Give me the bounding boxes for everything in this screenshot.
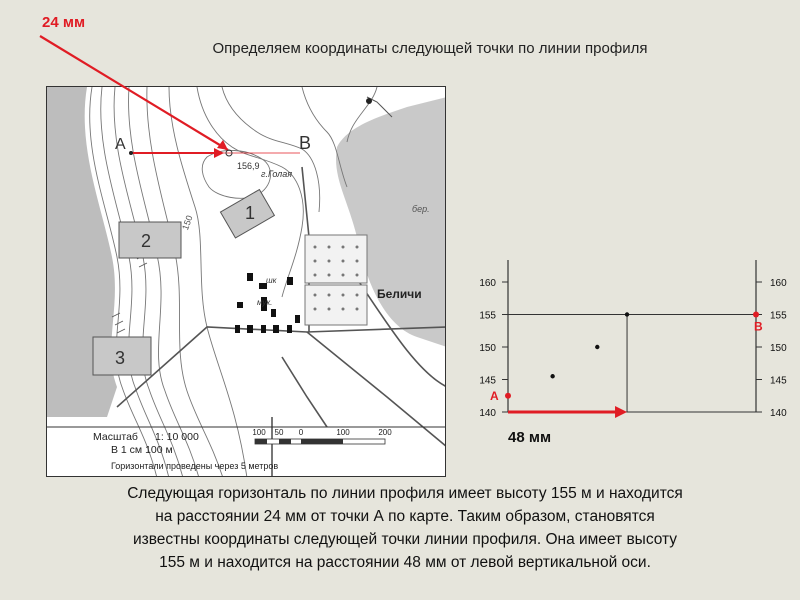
- scale-ratio: 1: 10 000: [155, 431, 199, 443]
- profile-point-label-0: А: [490, 388, 499, 403]
- school-label: шк: [266, 276, 277, 285]
- left-tick-label-4: 140: [479, 408, 496, 419]
- explanation-line-1: Следующая горизонталь по линии профиля имеет высоту 155 м и находится: [127, 485, 683, 502]
- map-point-b-label: В: [299, 133, 312, 153]
- slide-title: Определяем координаты следующей точки по линии профиля: [212, 40, 648, 57]
- profile-point-label-4: В: [754, 319, 763, 334]
- mill-label: мук.: [257, 298, 273, 307]
- birch-label: бер.: [412, 204, 430, 214]
- village-label: Беличи: [377, 287, 422, 301]
- area-3-label: 3: [115, 348, 126, 368]
- right-tick-label-4: 140: [770, 408, 787, 419]
- right-tick-label-3: 145: [770, 375, 787, 387]
- scale-tick-3: 100: [336, 428, 350, 437]
- pointer-arrow-24mm: [40, 36, 228, 150]
- scale-title: Масштаб: [93, 431, 138, 443]
- elevation-label: 156,9: [237, 161, 260, 171]
- hill-name-label: г.Голая: [261, 169, 293, 179]
- left-tick-label-1: 155: [479, 310, 496, 322]
- scale-tick-4: 200: [378, 428, 392, 437]
- area-1-label: 1: [245, 203, 256, 223]
- explanation-line-4: 155 м и находится на расстоянии 48 мм от левой вертикальной оси.: [159, 554, 651, 571]
- left-tick-label-3: 145: [479, 375, 496, 387]
- contour-interval: Горизонтали проведены через 5 метров: [111, 461, 279, 471]
- scale-tick-2: 0: [298, 428, 304, 437]
- explanation-line-2: на расстоянии 24 мм от точки А по карте. Таким образом, становятся: [155, 508, 655, 525]
- arrow-label-48mm: 48 мм: [508, 429, 552, 446]
- right-tick-label-2: 150: [770, 343, 787, 354]
- right-tick-label-1: 155: [770, 310, 787, 322]
- scale-tick-1: 50: [274, 428, 284, 437]
- contour-label: 150: [180, 213, 195, 232]
- scale-tick-0: 100: [252, 428, 266, 437]
- distance-label-24mm: 24 мм: [42, 14, 86, 31]
- right-tick-label-0: 160: [770, 278, 787, 289]
- left-tick-label-2: 150: [479, 343, 496, 354]
- explanation-text: [30, 482, 780, 574]
- scale-per-cm: В 1 см 100 м: [111, 444, 173, 456]
- map-point-a-label: А: [115, 136, 126, 153]
- left-tick-label-0: 160: [479, 278, 496, 289]
- explanation-line-3: известны координаты следующей точки линии профиля. Она имеет высоту: [132, 531, 678, 548]
- area-2-label: 2: [141, 231, 152, 251]
- map-point-a: [129, 151, 133, 155]
